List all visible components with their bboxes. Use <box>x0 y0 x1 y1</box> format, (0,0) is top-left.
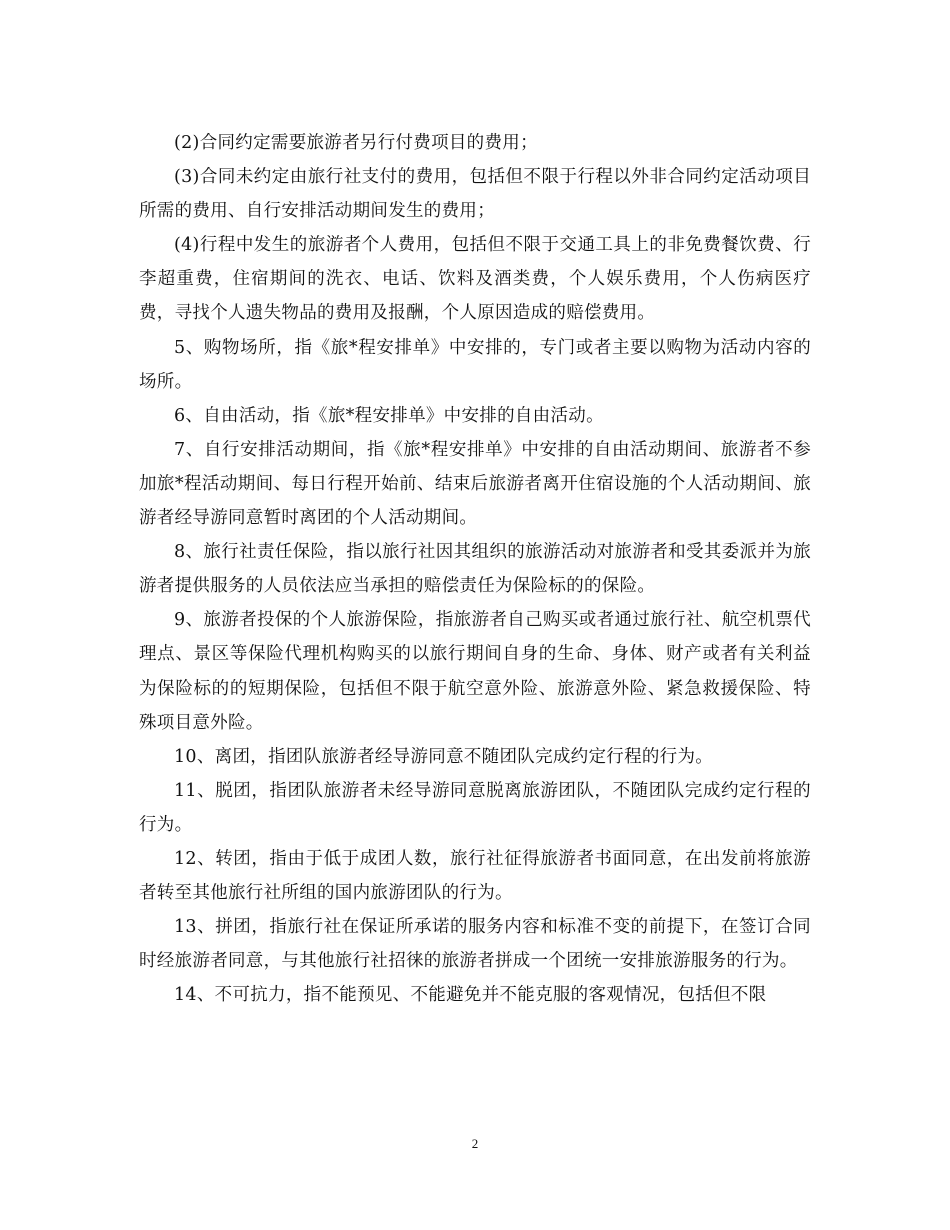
paragraph-8-liability-insurance: 8、旅行社责任保险，指以旅行社因其组织的旅游活动对旅游者和受其委派并为旅游者提供服务的人员依法应当承担的赔偿责任为保险标的的保险。 <box>139 542 811 597</box>
paragraph-14-force-majeure: 14、不可抗力，指不能预见、不能避免并不能克服的客观情况，包括但不限 <box>174 985 767 1006</box>
paragraph-6-free-activity: 6、自由活动，指《旅*程安排单》中安排的自由活动。 <box>174 405 604 426</box>
paragraph-7-self-arranged: 7、自行安排活动期间，指《旅*程安排单》中安排的自由活动期间、旅游者不参加旅*程活动期间、每日行程开始前、结束后旅游者离开住宿设施的个人活动期间、旅游者经导游同意暂时离团的个人活动期间。 <box>139 439 811 529</box>
paragraph-12-transfer-group: 12、转团，指由于低于成团人数，旅行社征得旅游者书面同意，在出发前将旅游者转至其他旅行社所组的国内旅游团队的行为。 <box>139 848 811 904</box>
paragraph-10-leave-group: 10、离团，指团队旅游者经导游同意不随团队完成约定行程的行为。 <box>174 746 714 767</box>
paragraph-5-shopping: 5、购物场所，指《旅*程安排单》中安排的，专门或者主要以购物为活动内容的场所。 <box>139 337 811 392</box>
paragraph-2-note: (2)合同约定需要旅游者另行付费项目的费用； <box>174 133 538 153</box>
paragraph-3-note: (3)合同未约定由旅行社支付的费用，包括但不限于行程以外非合同约定活动项目所需的费用、自行安排活动期间发生的费用； <box>139 167 811 222</box>
paragraph-4-note: (4)行程中发生的旅游者个人费用，包括但不限于交通工具上的非免费餐饮费、行李超重费，住宿期间的洗衣、电话、饮料及酒类费，个人娱乐费用，个人伤病医疗费，寻找个人遗失物品的费用及报酬，个人原因造成的赔偿费用。 <box>139 235 811 324</box>
paragraph-13-merge-group: 13、拼团，指旅行社在保证所承诺的服务内容和标准不变的前提下，在签订合同时经旅游者同意，与其他旅行社招徕的旅游者拼成一个团统一安排旅游服务的行为。 <box>139 917 811 972</box>
paragraph-11-break-away: 11、脱团，指团队旅游者未经导游同意脱离旅游团队，不随团队完成约定行程的行为。 <box>139 780 811 835</box>
page-number: 2 <box>471 1136 479 1151</box>
paragraph-9-personal-insurance: 9、旅游者投保的个人旅游保险，指旅游者自己购买或者通过旅行社、航空机票代理点、景区等保险代理机构购买的以旅行期间自身的生命、身体、财产或者有关利益为保险标的的短期保险，包括但不限于航空意外险、旅游意外险、紧急救援保险、特殊项目意外险。 <box>139 610 811 733</box>
body-text <box>139 126 811 1012</box>
